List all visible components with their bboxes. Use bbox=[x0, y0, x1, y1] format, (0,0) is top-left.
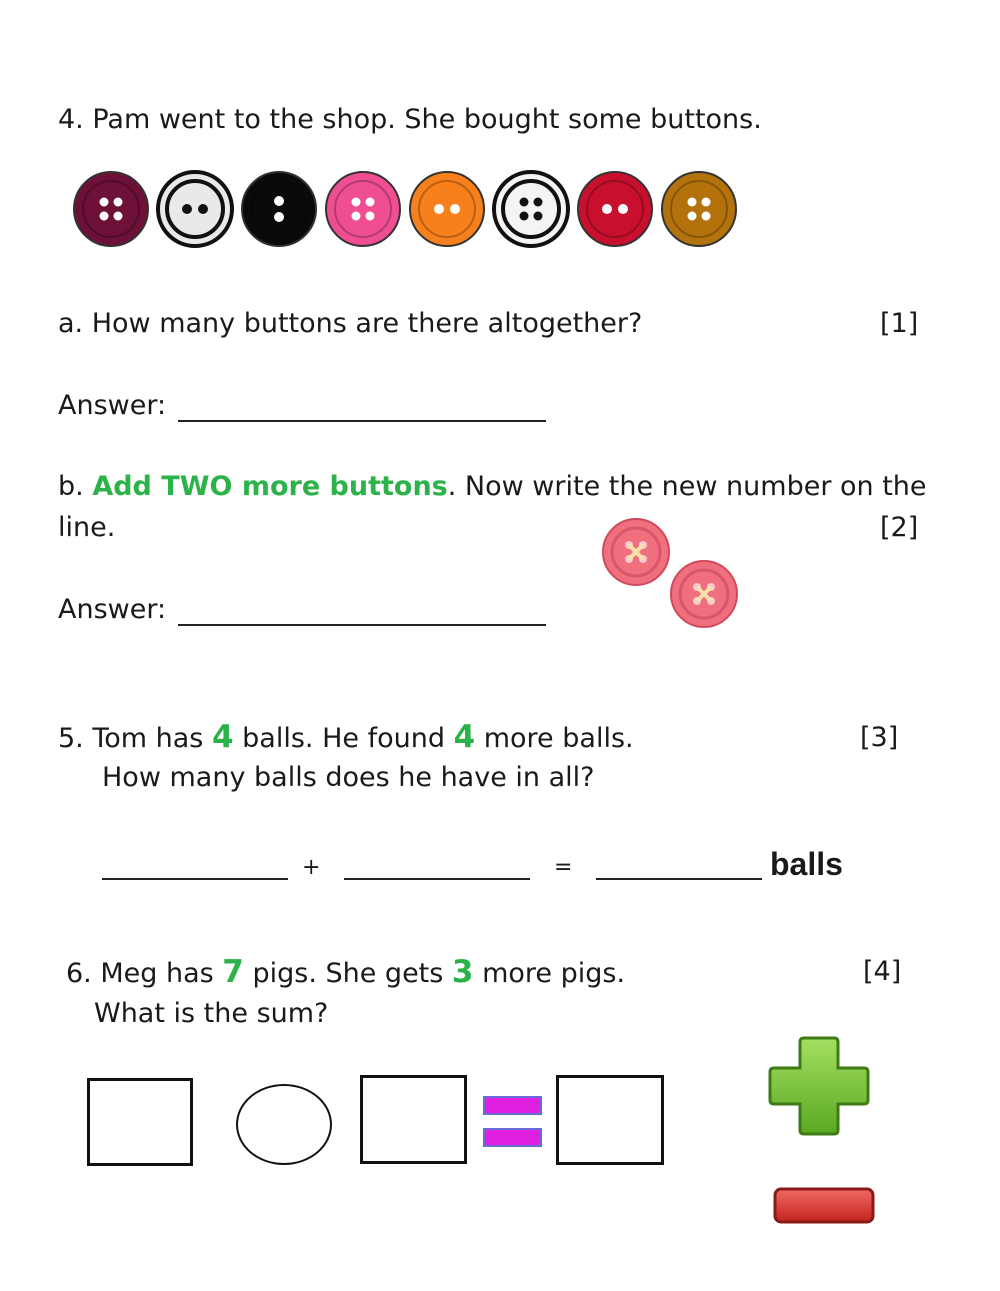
q5-unit-label: balls bbox=[770, 846, 843, 882]
q5-sum-line[interactable] bbox=[596, 878, 762, 880]
button-icon bbox=[494, 172, 568, 246]
pink-button-icon bbox=[603, 519, 669, 585]
button-icon bbox=[242, 172, 316, 246]
q4b-answer-line[interactable] bbox=[178, 624, 546, 626]
minus-icon[interactable] bbox=[772, 1186, 876, 1226]
q5-text-1: 5. Tom has bbox=[58, 723, 204, 754]
q6-number-2: 3 bbox=[451, 954, 474, 990]
button-icon bbox=[578, 172, 652, 246]
q4a-answer-line[interactable] bbox=[178, 420, 546, 422]
button-icon bbox=[74, 172, 148, 246]
q4b-rest: . Now write the new number on the bbox=[447, 471, 927, 502]
q4b-line2: line. bbox=[58, 512, 116, 543]
q5-text-2: balls. He found bbox=[242, 723, 445, 754]
q4a-answer-label: Answer: bbox=[58, 390, 167, 421]
q5-number-1: 4 bbox=[211, 719, 234, 755]
q5-addend-1-line[interactable] bbox=[102, 878, 288, 880]
q6-text-3: more pigs. bbox=[482, 958, 626, 989]
button-icon bbox=[158, 172, 232, 246]
q6-number-1: 7 bbox=[222, 954, 244, 990]
q5-line2: How many balls does he have in all? bbox=[102, 762, 595, 793]
q6-answer-box-1[interactable] bbox=[87, 1078, 193, 1166]
q6-answer-box-3[interactable] bbox=[556, 1075, 664, 1165]
plus-icon[interactable] bbox=[766, 1034, 872, 1138]
button-icon bbox=[662, 172, 736, 246]
two-pink-buttons-image bbox=[598, 516, 744, 632]
q4b-marks: [2] bbox=[880, 512, 919, 543]
q6-text-1: 6. Meg has bbox=[66, 958, 214, 989]
q5-marks: [3] bbox=[860, 722, 899, 753]
q4b-question bbox=[58, 471, 927, 503]
q5-equals-sign: = bbox=[554, 855, 573, 880]
q4b-answer-label: Answer: bbox=[58, 594, 167, 625]
q4a-question: a. How many buttons are there altogether? bbox=[58, 308, 643, 339]
q5-plus-sign: + bbox=[302, 855, 321, 880]
q5-text-3: more balls. bbox=[483, 723, 634, 754]
q6-answer-box-2[interactable] bbox=[360, 1075, 467, 1164]
q4b-highlight: Add TWO more buttons bbox=[92, 471, 448, 502]
q6-question bbox=[66, 954, 625, 991]
q6-line2: What is the sum? bbox=[94, 998, 329, 1029]
button-icon bbox=[326, 172, 400, 246]
q6-text-2: pigs. She gets bbox=[252, 958, 444, 989]
button-icon bbox=[410, 172, 484, 246]
q4a-marks: [1] bbox=[880, 308, 919, 339]
q4-prompt: 4. Pam went to the shop. She bought some buttons. bbox=[58, 104, 762, 135]
q4b-prefix: b. bbox=[58, 471, 84, 502]
q6-operator-oval[interactable] bbox=[236, 1084, 332, 1165]
pink-button-icon bbox=[671, 561, 737, 627]
q6-marks: [4] bbox=[863, 956, 902, 987]
q5-question bbox=[58, 719, 634, 756]
q5-number-2: 4 bbox=[453, 719, 476, 755]
equals-sign-icon bbox=[483, 1094, 543, 1152]
button-row bbox=[70, 168, 750, 250]
q5-addend-2-line[interactable] bbox=[344, 878, 530, 880]
